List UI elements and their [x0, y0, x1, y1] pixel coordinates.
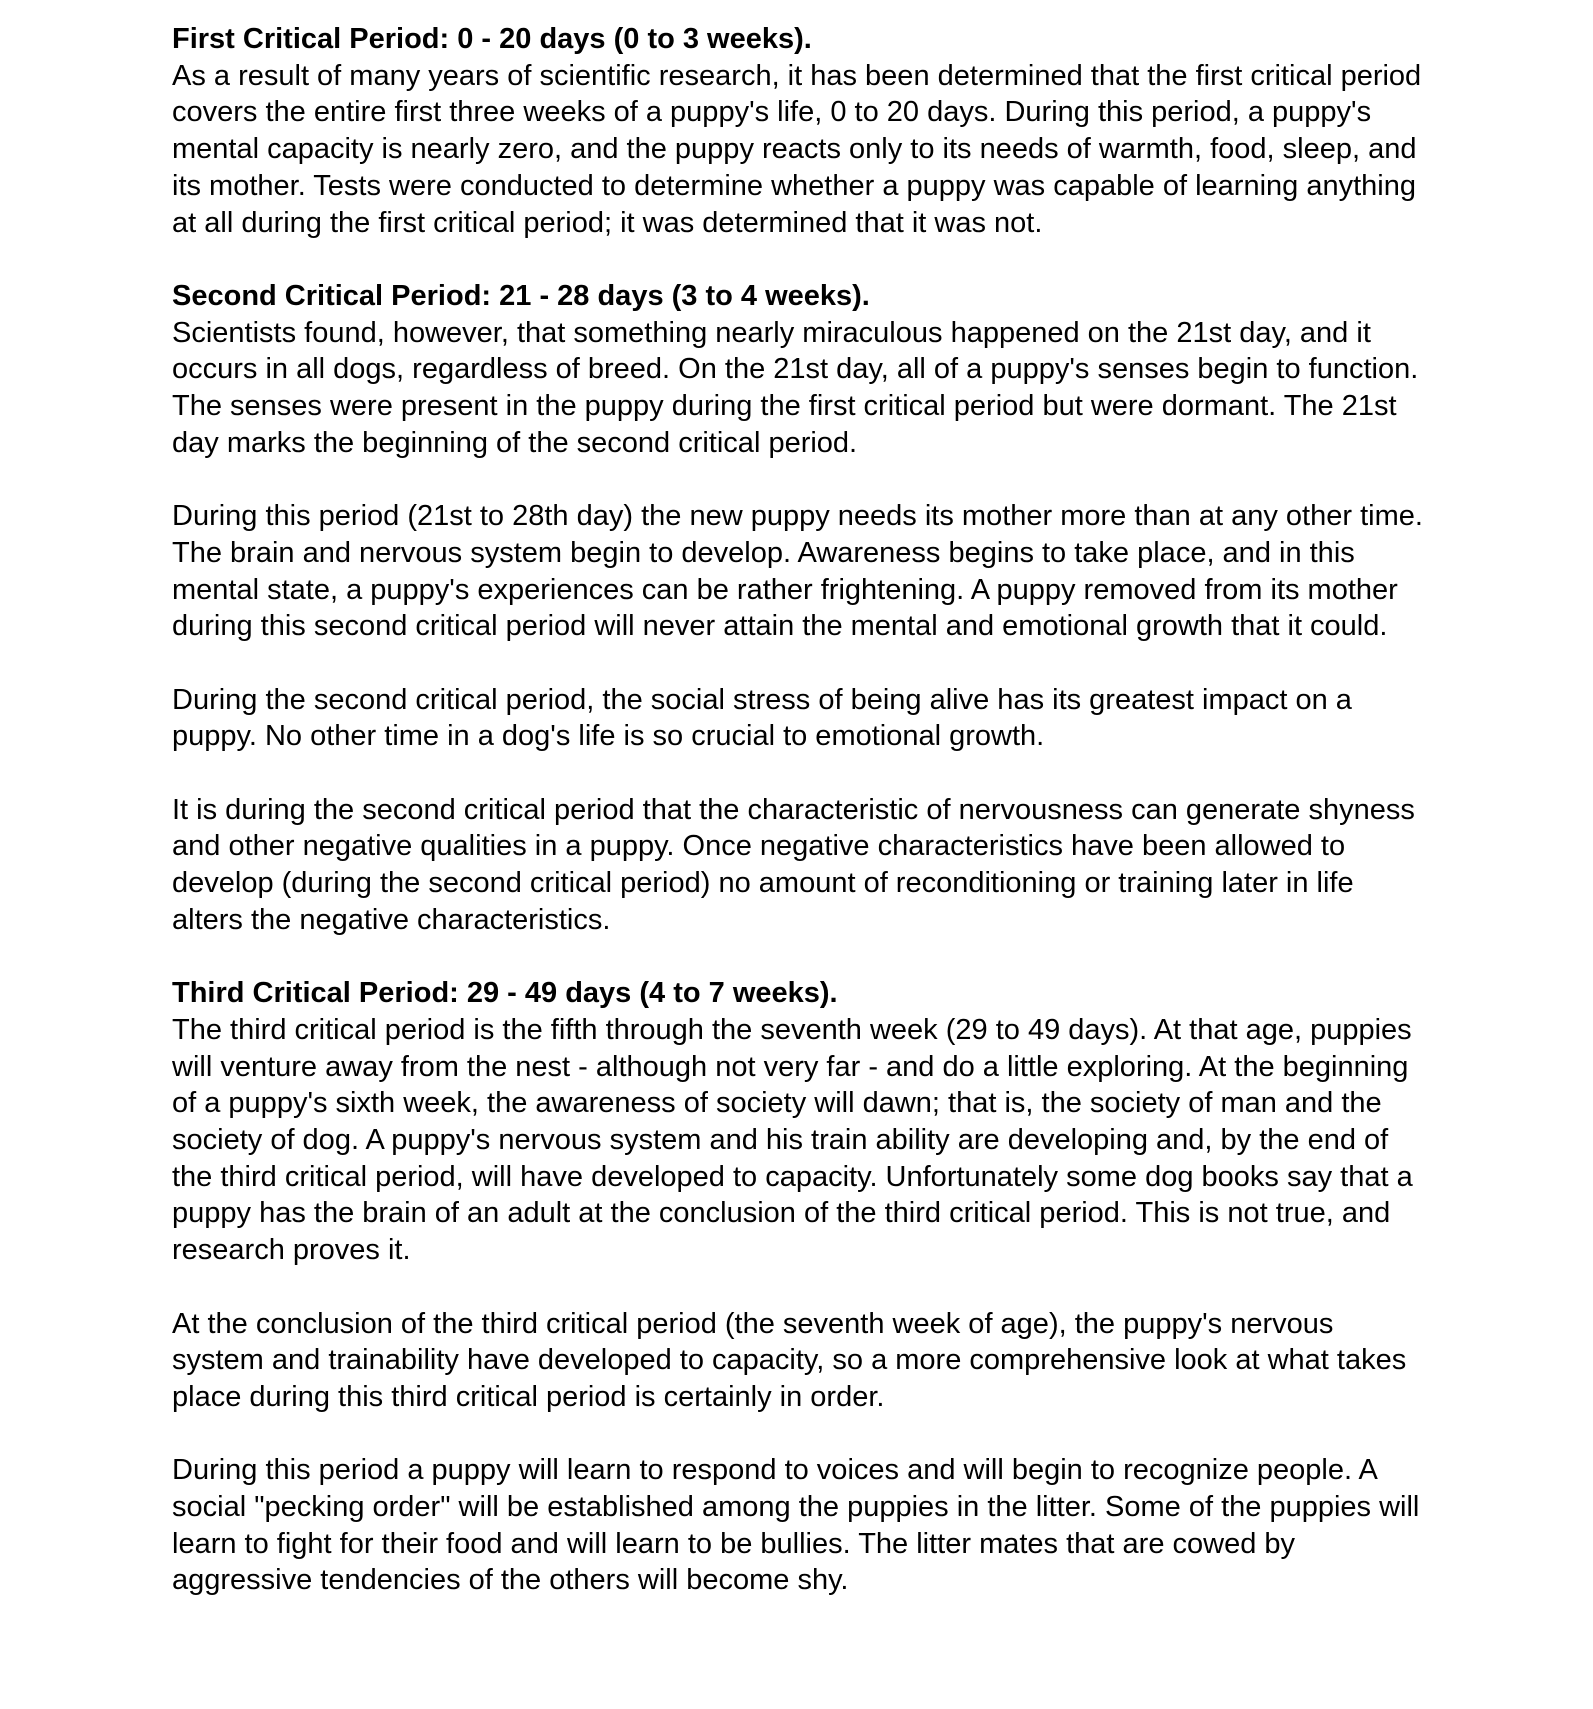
second-critical-period-paragraph-1: Scientists found, however, that something nearly miraculous happened on the 21st day, and it occurs in all dogs, regardless of breed. On the 21st day, all of a puppy's senses begin to function. The senses were present in the puppy during the first critical period but were dormant. The 21st day marks the beginning of the second critical period. — [172, 316, 1419, 459]
third-critical-period-heading: Third Critical Period: 29 - 49 days (4 to 7 weeks). — [172, 977, 838, 1010]
first-critical-period-heading: First Critical Period: 0 - 20 days (0 to 3 weeks). — [172, 23, 812, 55]
third-critical-period-paragraph-2: At the conclusion of the third critical period (the seventh week of age), the puppy's nervous system and trainability have developed to capacity, so a more comprehensive look at what takes place during this third critical period is certainly in order. — [172, 1307, 1407, 1413]
second-critical-period-paragraph-2: During this period (21st to 28th day) the new puppy needs its mother more than at any other time. The brain and nervous system begin to develop. Awareness begins to take place, and in this mental state, a puppy's experiences can be rather frightening. A puppy removed from its mother during this second critical period will never attain the mental and emotional growth that it could. — [172, 500, 1423, 643]
section-second-critical-period — [172, 278, 1423, 939]
section-third-critical-period — [172, 975, 1423, 1599]
second-critical-period-paragraph-3: During the second critical period, the social stress of being alive has its greatest impact on a puppy. No other time in a dog's life is so crucial to emotional growth. — [172, 683, 1352, 753]
second-critical-period-paragraph-4: It is during the second critical period that the characteristic of nervousness can generate shyness and other negative qualities in a puppy. Once negative characteristics have been allowed to develop (during the second critical period) no amount of reconditioning or training later in life alters the negative characteristics. — [172, 793, 1415, 936]
first-critical-period-paragraph: As a result of many years of scientific research, it has been determined that the first critical period covers the entire first three weeks of a puppy's life, 0 to 20 days. During this period, a puppy's mental capacity is nearly zero, and the puppy reacts only to its needs of warmth, food, sleep, and its mother. Tests were conducted to determine whether a puppy was capable of learning anything at all during the first critical period; it was determined that it was not. — [172, 59, 1422, 239]
section-first-critical-period — [172, 21, 1423, 241]
second-critical-period-heading: Second Critical Period: 21 - 28 days (3 to 4 weeks). — [172, 279, 870, 312]
third-critical-period-paragraph-1: The third critical period is the fifth through the seventh week (29 to 49 days). At that age, puppies will venture away from the nest - although not very far - and do a little exploring. At the beginning of a puppy's sixth week, the awareness of society will dawn; that is, the society of man and the society of dog. A puppy's nervous system and his train ability are developing and, by the end of the third critical period, will have developed to capacity. Unfortunately some dog books say that a puppy has the brain of an adult at the conclusion of the third critical period. This is not true, and research proves it. — [172, 1013, 1413, 1267]
third-critical-period-paragraph-3: During this period a puppy will learn to respond to voices and will begin to recognize people. A social "pecking order" will be established among the puppies in the litter. Some of the puppies will learn to fight for their food and will learn to be bullies. The litter mates that are cowed by aggressive tendencies of the others will become shy. — [172, 1454, 1420, 1597]
